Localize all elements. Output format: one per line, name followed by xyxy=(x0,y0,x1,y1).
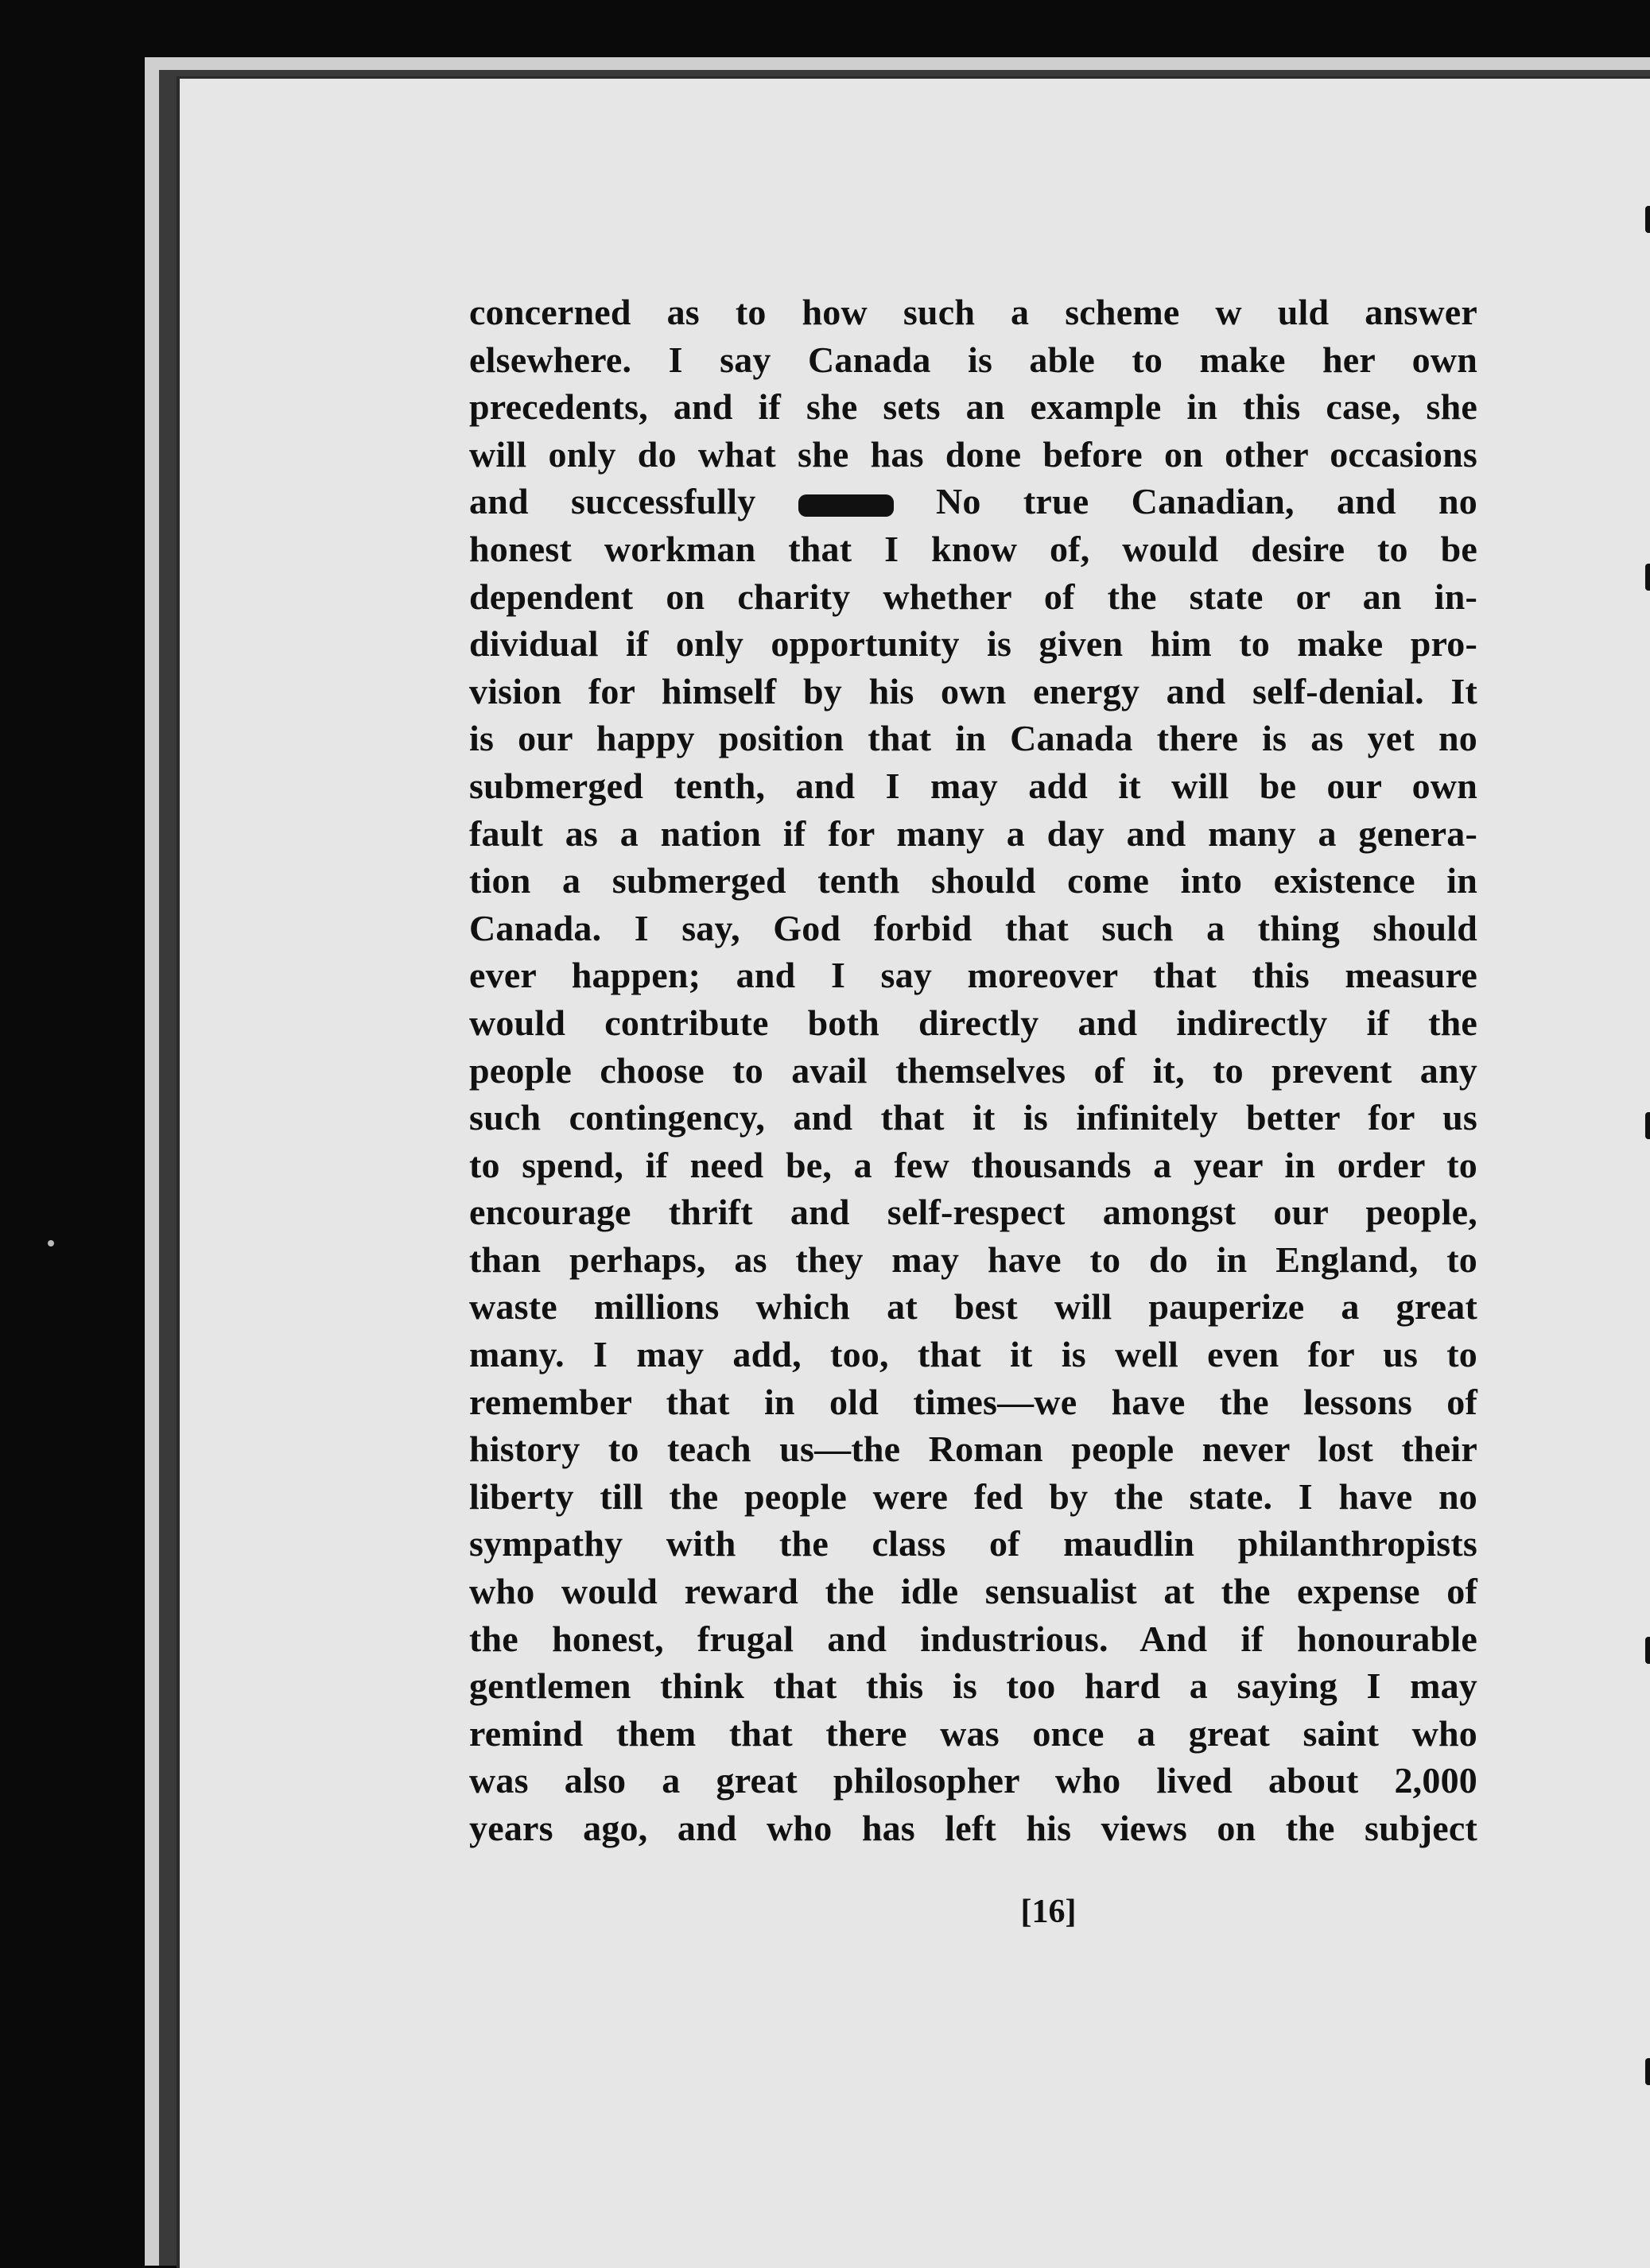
text-line: is our happy position that in Canada there is as yet no xyxy=(469,718,1477,759)
text-line: dependent on charity whether of the state or an in- xyxy=(469,576,1477,617)
text-line: such contingency, and that it is infinitely better for us xyxy=(469,1097,1477,1138)
margin-mark xyxy=(1645,564,1650,591)
text-line: to spend, if need be, a few thousands a year in order to xyxy=(469,1144,1477,1185)
margin-mark xyxy=(1645,1112,1650,1139)
text-line: fault as a nation if for many a day and many a genera- xyxy=(469,812,1477,854)
text-line: waste millions which at best will pauperize a great xyxy=(469,1286,1477,1328)
scan-speck xyxy=(48,1240,54,1246)
page-number-text: [16] xyxy=(1020,1894,1077,1930)
text-line: was also a great philosopher who lived about 2,000 xyxy=(469,1760,1477,1801)
text-line: than perhaps, as they may have to do in England, to xyxy=(469,1239,1477,1280)
text-line: years ago, and who has left his views on the subject xyxy=(469,1808,1477,1848)
redaction-blot xyxy=(798,494,894,517)
book-page xyxy=(177,76,1650,2268)
text-line: submerged tenth, and I may add it will be our own xyxy=(469,765,1477,806)
text-line: would contribute both directly and indirectly if the xyxy=(469,1002,1477,1043)
text-line: history to teach us—the Roman people never lost their xyxy=(469,1429,1477,1470)
text-line: Canada. I say, God forbid that such a thing should xyxy=(469,907,1477,948)
text-fragment: No true Canadian, and no xyxy=(935,481,1477,522)
text-line: remind them that there was once a great saint who xyxy=(469,1712,1477,1754)
text-line: honest workman that I know of, would desire to be xyxy=(469,528,1477,569)
text-line: tion a submerged tenth should come into existence in xyxy=(469,860,1477,901)
body-text xyxy=(469,289,1477,1852)
text-line: will only do what she has done before on other occasions xyxy=(469,433,1477,475)
margin-mark xyxy=(1645,206,1650,233)
margin-mark xyxy=(1645,2058,1650,2085)
text-line: encourage thrift and self-respect amongst our people, xyxy=(469,1192,1477,1233)
text-line: gentlemen think that this is too hard a saying I may xyxy=(469,1665,1477,1707)
text-line: vision for himself by his own energy and self-denial. It xyxy=(469,670,1477,711)
margin-mark xyxy=(1645,1637,1650,1664)
text-line: elsewhere. I say Canada is able to make her own xyxy=(469,339,1477,380)
text-line-with-redaction xyxy=(469,478,1477,525)
text-line: people choose to avail themselves of it, to prevent any xyxy=(469,1049,1477,1091)
text-line: liberty till the people were fed by the state. I have no xyxy=(469,1475,1477,1517)
text-fragment: and successfully xyxy=(469,481,756,522)
text-line: sympathy with the class of maudlin philanthropists xyxy=(469,1523,1477,1564)
text-line: remember that in old times—we have the lessons of xyxy=(469,1381,1477,1422)
page-number xyxy=(180,1893,1650,1931)
text-line: ever happen; and I say moreover that this measure xyxy=(469,955,1477,996)
text-line: precedents, and if she sets an example in this case, she xyxy=(469,386,1477,428)
text-line: who would reward the idle sensualist at the expense of xyxy=(469,1571,1477,1612)
text-line: dividual if only opportunity is given him to make pro- xyxy=(469,623,1477,665)
text-line: many. I may add, too, that it is well even for us to xyxy=(469,1334,1477,1375)
text-line: the honest, frugal and industrious. And if honourable xyxy=(469,1618,1477,1659)
text-line: concerned as to how such a scheme w uld answer xyxy=(469,292,1477,332)
